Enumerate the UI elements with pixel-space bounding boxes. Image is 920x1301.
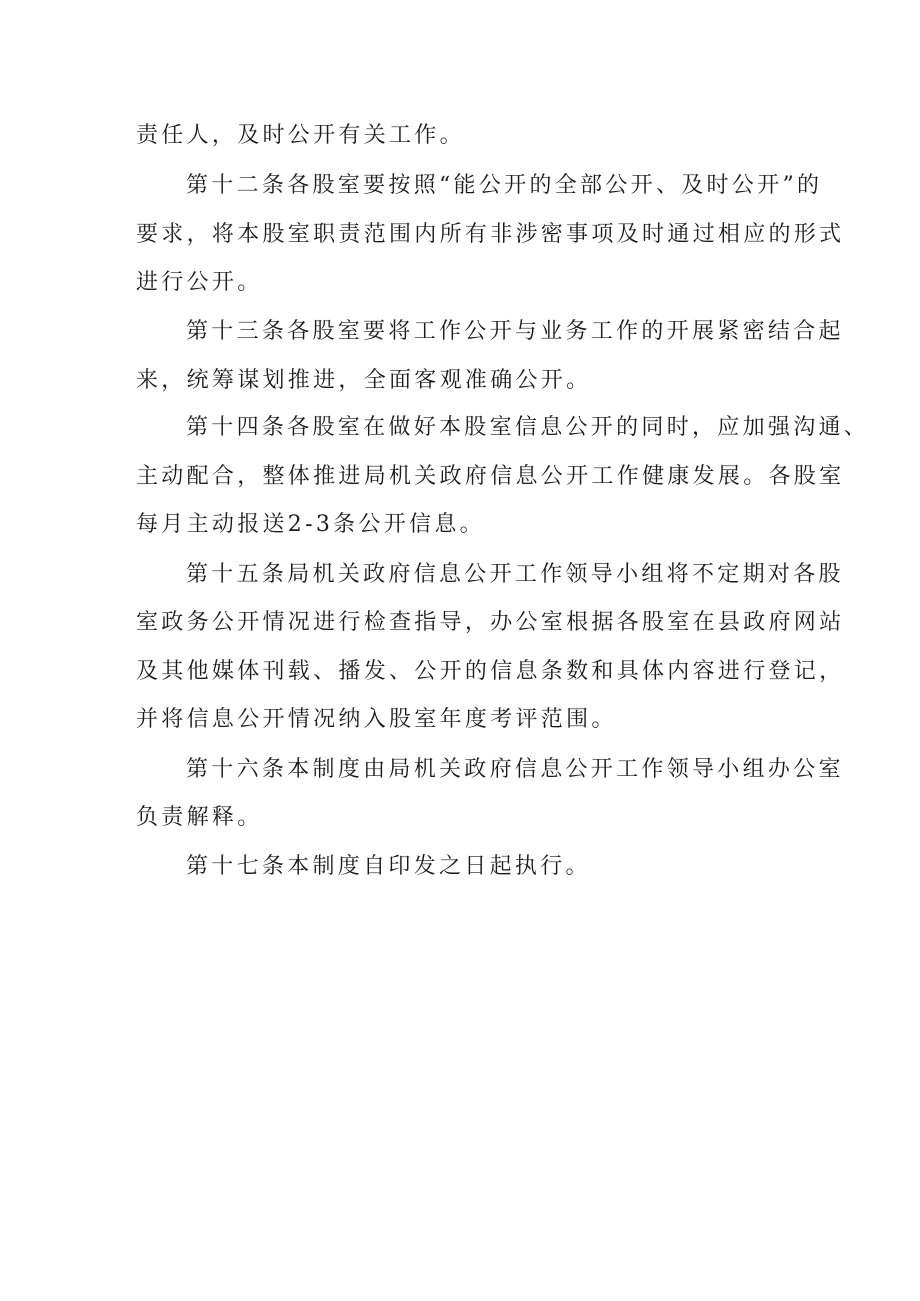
- article-14-line: 每月主动报送2-3条公开信息。: [136, 512, 485, 537]
- paragraph-line: 责任人，及时公开有关工作。: [136, 123, 465, 148]
- article-14-line: 主动配合，整体推进局机关政府信息公开工作健康发展。各股室: [136, 464, 845, 489]
- article-16-line: 负责解释。: [136, 805, 263, 830]
- article-12-line: 进行公开。: [136, 270, 263, 295]
- article-13-line: 第十三条各股室要将工作公开与业务工作的开展紧密结合起: [186, 319, 844, 344]
- article-15-line: 及其他媒体刊载、播发、公开的信息条数和具体内容进行登记，: [136, 659, 845, 684]
- article-13-line: 来，统筹谋划推进，全面客观准确公开。: [136, 368, 592, 393]
- article-15-line: 并将信息公开情况纳入股室年度考评范围。: [136, 707, 617, 732]
- article-15-line: 第十五条局机关政府信息公开工作领导小组将不定期对各股: [186, 562, 844, 587]
- article-12-line: 第十二条各股室要按照“能公开的全部公开、及时公开”的: [186, 173, 823, 198]
- article-14-line: 第十四条各股室在做好本股室信息公开的同时，应加强沟通、: [186, 415, 870, 440]
- article-15-line: 室政务公开情况进行检查指导，办公室根据各股室在县政府网站: [136, 610, 845, 635]
- article-16-line: 第十六条本制度由局机关政府信息公开工作领导小组办公室: [186, 757, 844, 782]
- article-12-line: 要求，将本股室职责范围内所有非涉密事项及时通过相应的形式: [136, 222, 845, 247]
- article-17-line: 第十七条本制度自印发之日起执行。: [186, 854, 591, 879]
